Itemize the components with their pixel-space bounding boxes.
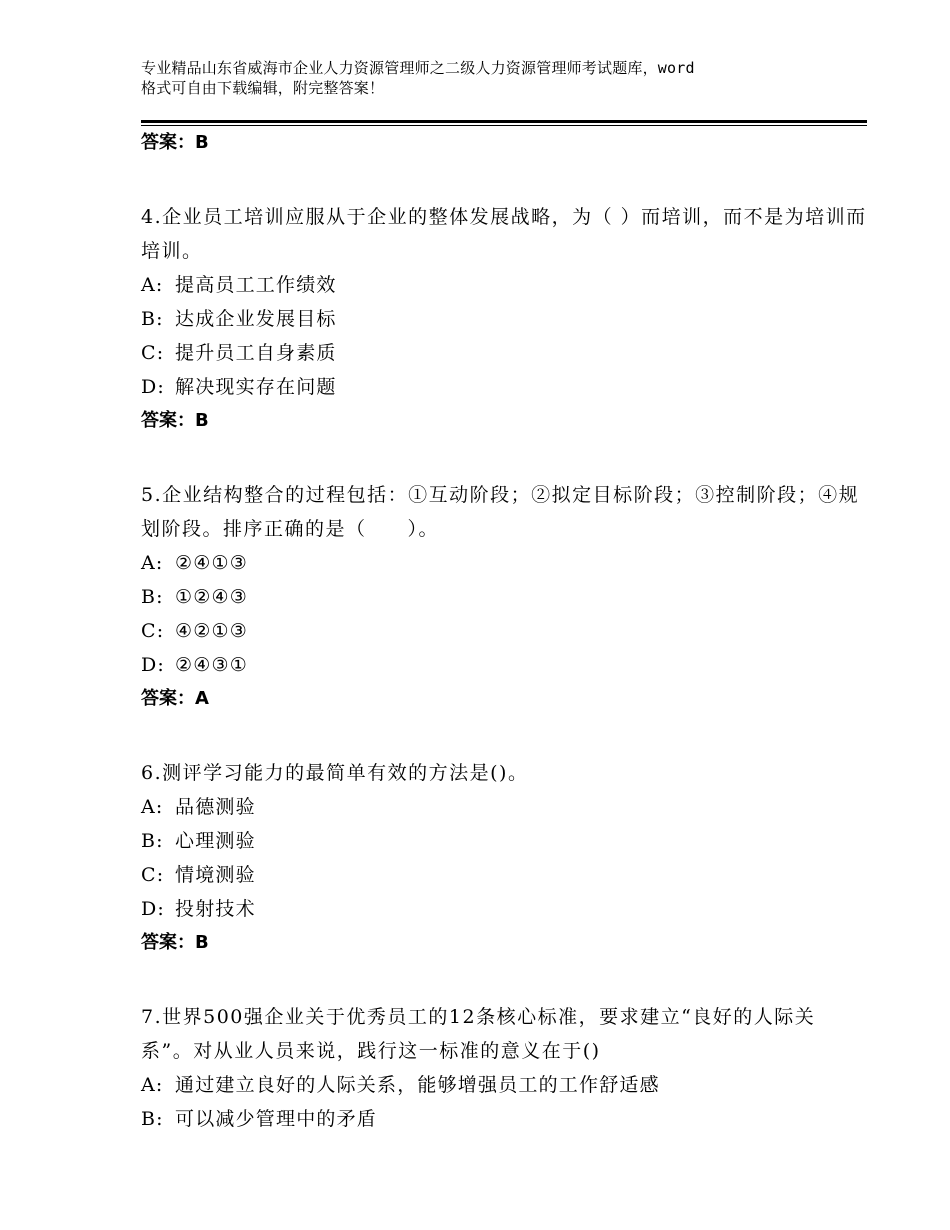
question-text: 6.测评学习能力的最简单有效的方法是()。 (141, 762, 529, 784)
option-d (141, 370, 867, 404)
option-letter: A: (141, 274, 164, 296)
answer-line: 答案：B (141, 132, 209, 153)
option-text: 提高员工工作绩效 (175, 274, 337, 296)
answer-line: 答案：B (141, 932, 209, 953)
option-text: ②④③① (175, 654, 248, 676)
option-letter: C: (141, 620, 165, 642)
option-letter: B: (141, 308, 164, 330)
option-b (141, 824, 867, 858)
option-text: 达成企业发展目标 (175, 308, 337, 330)
header-title-line-1: 专业精品山东省威海市企业人力资源管理师之二级人力资源管理师考试题库，word (141, 59, 695, 77)
option-text: ④②①③ (175, 620, 248, 642)
option-letter: D: (141, 654, 166, 676)
option-c (141, 614, 867, 648)
option-text: 通过建立良好的人际关系，能够增强员工的工作舒适感 (175, 1074, 660, 1096)
option-text: 投射技术 (175, 898, 256, 920)
option-text: 心理测验 (175, 830, 256, 852)
option-d (141, 892, 867, 926)
option-a (141, 790, 867, 824)
header-title-line-2: 格式可自由下载编辑，附完整答案！ (141, 79, 385, 97)
option-b (141, 1102, 867, 1136)
option-text: ①②④③ (175, 586, 248, 608)
question-text: 4.企业员工培训应服从于企业的整体发展战略，为（ ）而培训，而不是为培训而培训。 (141, 206, 867, 262)
option-letter: D: (141, 376, 166, 398)
option-b (141, 580, 867, 614)
question-text: 5.企业结构整合的过程包括：①互动阶段；②拟定目标阶段；③控制阶段；④规划阶段。排序正确的是（ ）。 (141, 484, 860, 540)
question-block (141, 1000, 867, 1136)
question-text: 7.世界500强企业关于优秀员工的12条核心标准，要求建立“良好的人际关系”。对从业人员来说，践行这一标准的意义在于() (141, 1006, 816, 1062)
question-block (141, 478, 867, 716)
option-b (141, 302, 867, 336)
option-letter: C: (141, 342, 165, 364)
option-letter: B: (141, 830, 164, 852)
option-a (141, 268, 867, 302)
option-letter: C: (141, 864, 165, 886)
option-c (141, 336, 867, 370)
question-block (141, 200, 867, 438)
option-d (141, 648, 867, 682)
document-body (141, 126, 867, 1136)
header-divider-thick (141, 120, 867, 123)
question-block (141, 756, 867, 960)
answer-line: 答案：B (141, 410, 209, 431)
answer-line: 答案：A (141, 688, 209, 709)
option-text: 提升员工自身素质 (175, 342, 337, 364)
option-c (141, 858, 867, 892)
option-a (141, 546, 867, 580)
option-letter: A: (141, 1074, 164, 1096)
option-letter: D: (141, 898, 166, 920)
option-letter: B: (141, 586, 164, 608)
option-letter: B: (141, 1108, 164, 1130)
option-text: 可以减少管理中的矛盾 (175, 1108, 378, 1130)
option-text: 品德测验 (175, 796, 256, 818)
option-letter: A: (141, 796, 164, 818)
option-text: 情境测验 (175, 864, 256, 886)
option-text: 解决现实存在问题 (175, 376, 337, 398)
document-header (141, 58, 841, 98)
option-text: ②④①③ (175, 552, 248, 574)
option-letter: A: (141, 552, 164, 574)
option-a (141, 1068, 867, 1102)
